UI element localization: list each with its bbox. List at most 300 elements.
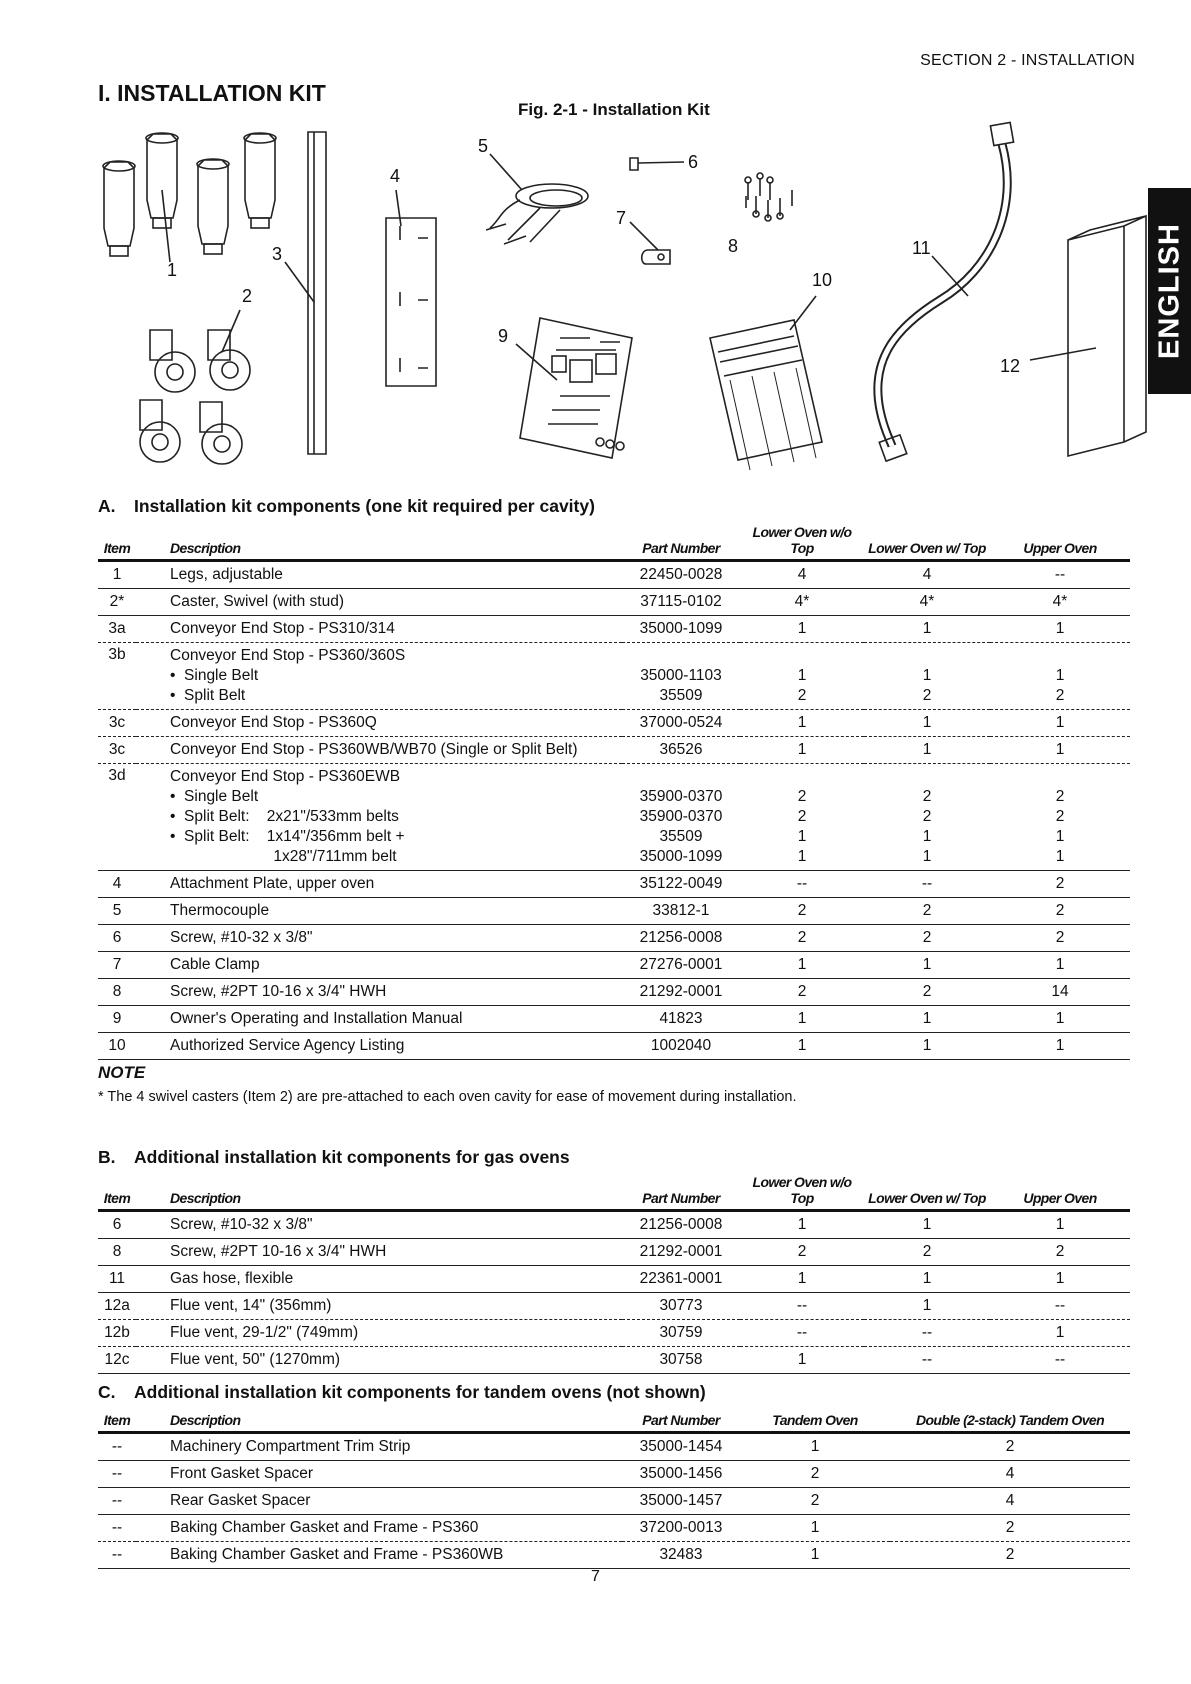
- installation-kit-illustration: [0, 0, 1191, 470]
- col-part-number: Part Number: [622, 1174, 740, 1211]
- col-part-number: Part Number: [622, 524, 740, 561]
- cell-line: Screw, #2PT 10-16 x 3/4" HWH: [170, 1243, 387, 1260]
- cell-line: 21256-0008: [639, 1216, 723, 1233]
- table-row: [98, 1488, 1130, 1515]
- flue-vent-drawing: [1068, 216, 1146, 456]
- swivel-casters-drawing: [140, 330, 250, 464]
- cell-line: 2: [1005, 1519, 1015, 1536]
- cell-item: 3c: [98, 710, 136, 737]
- cell-desc: [136, 616, 622, 643]
- col-lower-w-top: Lower Oven w/ Top: [864, 1174, 990, 1211]
- col-double-tandem: Double (2-stack) Tandem Oven: [890, 1408, 1130, 1433]
- cell-part: [622, 1033, 740, 1060]
- cell-part: [622, 1266, 740, 1293]
- cell-q1: [740, 616, 864, 643]
- cell-part: [622, 1433, 740, 1461]
- table-row: [98, 1515, 1130, 1542]
- col-upper: Upper Oven: [990, 524, 1130, 561]
- cell-line: 1: [797, 714, 807, 731]
- section-a-table: [98, 524, 1130, 1060]
- cell-desc: [136, 737, 622, 764]
- col-item: Item: [98, 1408, 136, 1433]
- cell-line: 35900-0370: [639, 788, 723, 805]
- cell-line: Attachment Plate, upper oven: [170, 875, 375, 892]
- table-row: [98, 710, 1130, 737]
- cell-item: 12c: [98, 1347, 136, 1374]
- cell-desc: [136, 979, 622, 1006]
- col-part-number: Part Number: [622, 1408, 740, 1433]
- cell-item: 12b: [98, 1320, 136, 1347]
- cell-line: 35000-1457: [639, 1492, 723, 1509]
- cell-line: 1: [922, 848, 932, 865]
- cell-part: [622, 764, 740, 871]
- cell-item: 5: [98, 898, 136, 925]
- page-number: 7: [591, 1568, 600, 1585]
- cell-line: 1: [1055, 741, 1065, 758]
- cell-line: Baking Chamber Gasket and Frame - PS360WB: [170, 1546, 504, 1563]
- cell-line: Screw, #2PT 10-16 x 3/4" HWH: [170, 983, 387, 1000]
- language-tab-label: ENGLISH: [1153, 223, 1185, 359]
- cell-desc: [136, 589, 622, 616]
- section-header: SECTION 2 - INSTALLATION: [920, 52, 1135, 69]
- cell-desc: [136, 1542, 622, 1569]
- cell-line: 4*: [1052, 593, 1068, 610]
- cell-line: 2: [797, 788, 807, 805]
- cell-q3: [990, 643, 1130, 710]
- gas-hose-drawing: [878, 122, 1014, 461]
- cell-q1: [740, 589, 864, 616]
- cell-item: --: [98, 1542, 136, 1569]
- cell-line: 1: [1055, 620, 1065, 637]
- cell-line: 2: [1055, 1243, 1065, 1260]
- cell-desc: [136, 1320, 622, 1347]
- cell-line: Legs, adjustable: [170, 566, 283, 583]
- cell-desc: [136, 1266, 622, 1293]
- cell-line: Cable Clamp: [170, 956, 260, 973]
- cell-q2: [864, 979, 990, 1006]
- cell-q3: [990, 1211, 1130, 1239]
- cell-line: Baking Chamber Gasket and Frame - PS360: [170, 1519, 479, 1536]
- cell-q2: [890, 1515, 1130, 1542]
- cell-line: 1: [922, 956, 932, 973]
- cell-line: Conveyor End Stop - PS360/360S: [170, 647, 406, 664]
- cell-part: [622, 561, 740, 589]
- cell-desc: [136, 925, 622, 952]
- col-item: Item: [98, 524, 136, 561]
- cell-line: 21292-0001: [639, 1243, 723, 1260]
- service-listing-drawing: [710, 320, 822, 470]
- cell-line: Owner's Operating and Installation Manual: [170, 1010, 463, 1027]
- note-text: * The 4 swivel casters (Item 2) are pre-attached to each oven cavity for ease of movement during installation.: [98, 1089, 797, 1105]
- cell-line: 2: [922, 902, 932, 919]
- table-row: [98, 643, 1130, 710]
- thermocouple-drawing: [486, 184, 588, 244]
- col-description: Description: [136, 1174, 622, 1211]
- cell-q2: [864, 589, 990, 616]
- cable-clamp-drawing: [642, 250, 670, 264]
- cell-line: 35000-1099: [639, 620, 723, 637]
- cell-part: [622, 1239, 740, 1266]
- cell-item: 12a: [98, 1293, 136, 1320]
- cell-desc: [136, 1211, 622, 1239]
- cell-line: Flue vent, 29-1/2" (749mm): [170, 1324, 359, 1341]
- cell-line: 2: [1005, 1438, 1015, 1455]
- table-row: [98, 1320, 1130, 1347]
- cell-line: 1: [1055, 1270, 1065, 1287]
- cell-q2: [890, 1433, 1130, 1461]
- cell-part: [622, 1320, 740, 1347]
- cell-line: 1x28"/711mm belt: [170, 848, 397, 865]
- cell-line: 1: [797, 1037, 807, 1054]
- cell-q2: [864, 616, 990, 643]
- cell-line: 37000-0524: [639, 714, 723, 731]
- cell-line: 30759: [659, 1324, 703, 1341]
- cell-desc: [136, 1006, 622, 1033]
- screw-drawing: [630, 158, 638, 170]
- cell-line: 2: [922, 788, 932, 805]
- cell-item: 3c: [98, 737, 136, 764]
- cell-part: [622, 1542, 740, 1569]
- cell-item: 9: [98, 1006, 136, 1033]
- cell-q1: [740, 1542, 890, 1569]
- cell-line: • Single Belt: [170, 788, 259, 805]
- cell-q1: [740, 1266, 864, 1293]
- table-row: [98, 1266, 1130, 1293]
- cell-line: Gas hose, flexible: [170, 1270, 294, 1287]
- cell-line: 4*: [794, 593, 810, 610]
- table-row: [98, 871, 1130, 898]
- cell-part: [622, 710, 740, 737]
- figure-title: Fig. 2-1 - Installation Kit: [518, 100, 710, 119]
- cell-q1: [740, 1433, 890, 1461]
- cell-line: --: [921, 875, 933, 892]
- cell-desc: [136, 1488, 622, 1515]
- cell-q1: [740, 1320, 864, 1347]
- cell-line: 1: [1055, 1216, 1065, 1233]
- cell-line: 1: [797, 1010, 807, 1027]
- cell-item: 1: [98, 561, 136, 589]
- cell-line: 1: [797, 848, 807, 865]
- cell-line: 2: [922, 808, 932, 825]
- cell-line: 2: [797, 929, 807, 946]
- cell-line: Flue vent, 14" (356mm): [170, 1297, 332, 1314]
- cell-line: 1: [922, 1270, 932, 1287]
- cell-line: 21292-0001: [639, 983, 723, 1000]
- callout-11: 11: [912, 238, 931, 258]
- cell-line: 21256-0008: [639, 929, 723, 946]
- table-row: [98, 1239, 1130, 1266]
- cell-q2: [864, 1033, 990, 1060]
- cell-line: 1: [922, 1037, 932, 1054]
- cell-item: 8: [98, 979, 136, 1006]
- cell-q3: [990, 1006, 1130, 1033]
- cell-q3: [990, 1239, 1130, 1266]
- cell-q2: [864, 898, 990, 925]
- cell-desc: [136, 561, 622, 589]
- cell-line: 1: [1055, 828, 1065, 845]
- cell-line: [740, 767, 864, 787]
- cell-line: --: [796, 1297, 808, 1314]
- cell-q1: [740, 1033, 864, 1060]
- cell-line: 1: [810, 1438, 820, 1455]
- cell-line: 2: [797, 983, 807, 1000]
- cell-line: 1: [922, 1216, 932, 1233]
- col-lower-wo-top: Lower Oven w/o Top: [740, 524, 864, 561]
- cell-item: 3b: [98, 643, 136, 710]
- cell-q3: [990, 561, 1130, 589]
- cell-q1: [740, 979, 864, 1006]
- cell-desc: [136, 710, 622, 737]
- cell-q1: [740, 952, 864, 979]
- cell-q3: [990, 1293, 1130, 1320]
- cell-line: 35900-0370: [639, 808, 723, 825]
- cell-line: 22450-0028: [639, 566, 723, 583]
- cell-q1: [740, 643, 864, 710]
- cell-line: • Split Belt: 2x21"/533mm belts: [170, 808, 399, 825]
- cell-q1: [740, 1461, 890, 1488]
- cell-q3: [990, 1347, 1130, 1374]
- cell-line: 1: [797, 620, 807, 637]
- cell-desc: [136, 643, 622, 710]
- cell-q1: [740, 1515, 890, 1542]
- cell-line: 1: [922, 1297, 932, 1314]
- table-row: [98, 1461, 1130, 1488]
- cell-line: 1: [1055, 1324, 1065, 1341]
- cell-line: 4: [1005, 1465, 1015, 1482]
- table-row: [98, 1347, 1130, 1374]
- cell-line: 1: [797, 828, 807, 845]
- cell-line: 2: [810, 1465, 820, 1482]
- cell-q3: [990, 925, 1130, 952]
- cell-q2: [864, 952, 990, 979]
- cell-line: 1: [797, 1216, 807, 1233]
- cell-line: 2: [922, 1243, 932, 1260]
- cell-q2: [864, 1320, 990, 1347]
- table-row: [98, 764, 1130, 871]
- cell-part: [622, 898, 740, 925]
- cell-part: [622, 871, 740, 898]
- cell-part: [622, 1006, 740, 1033]
- cell-line: --: [796, 1324, 808, 1341]
- col-item: Item: [98, 1174, 136, 1211]
- cell-q1: [740, 1239, 864, 1266]
- cell-line: • Split Belt: [170, 687, 246, 704]
- section-b-title: B. Additional installation kit components for gas ovens: [98, 1147, 570, 1167]
- cell-line: 2: [1055, 929, 1065, 946]
- cell-line: 4*: [919, 593, 935, 610]
- cell-q1: [740, 1488, 890, 1515]
- cell-q1: [740, 561, 864, 589]
- cell-q3: [990, 979, 1130, 1006]
- cell-line: 27276-0001: [639, 956, 723, 973]
- table-row: [98, 979, 1130, 1006]
- cell-part: [622, 1461, 740, 1488]
- cell-item: --: [98, 1488, 136, 1515]
- cell-line: 2: [1055, 875, 1065, 892]
- cell-line: 1: [797, 956, 807, 973]
- cell-item: --: [98, 1515, 136, 1542]
- cell-q3: [990, 1033, 1130, 1060]
- cell-line: Machinery Compartment Trim Strip: [170, 1438, 411, 1455]
- cell-line: --: [921, 1324, 933, 1341]
- table-row: [98, 1293, 1130, 1320]
- cell-line: 35000-1456: [639, 1465, 723, 1482]
- cell-item: 7: [98, 952, 136, 979]
- cell-line: 35000-1103: [640, 667, 722, 684]
- col-lower-w-top: Lower Oven w/ Top: [864, 524, 990, 561]
- cell-line: 1: [922, 620, 932, 637]
- cell-line: Rear Gasket Spacer: [170, 1492, 311, 1509]
- cell-line: 1: [1055, 667, 1065, 684]
- callout-3: 3: [272, 244, 283, 264]
- cell-line: Conveyor End Stop - PS310/314: [170, 620, 395, 637]
- callout-8: 8: [728, 236, 739, 256]
- cell-q2: [864, 643, 990, 710]
- cell-line: 2: [797, 687, 807, 704]
- cell-line: Screw, #10-32 x 3/8": [170, 929, 313, 946]
- cell-q2: [864, 1006, 990, 1033]
- callout-4: 4: [390, 166, 401, 186]
- cell-line: 1: [1055, 714, 1065, 731]
- cell-q2: [864, 710, 990, 737]
- cell-item: 3d: [98, 764, 136, 871]
- cell-line: Conveyor End Stop - PS360EWB: [170, 768, 401, 785]
- cell-part: [622, 1211, 740, 1239]
- cell-line: 14: [1051, 983, 1069, 1000]
- cell-line: 1: [922, 714, 932, 731]
- cell-line: 30773: [659, 1297, 703, 1314]
- cell-line: 30758: [659, 1351, 703, 1368]
- cell-part: [622, 1515, 740, 1542]
- cell-desc: [136, 1033, 622, 1060]
- cell-line: [990, 767, 1130, 787]
- col-description: Description: [136, 1408, 622, 1433]
- cell-line: 1: [810, 1546, 820, 1563]
- cell-desc: [136, 898, 622, 925]
- cell-line: 1: [810, 1519, 820, 1536]
- cell-item: --: [98, 1461, 136, 1488]
- cell-line: 35509: [659, 687, 703, 704]
- cell-line: 1002040: [650, 1037, 712, 1054]
- cell-q3: [990, 764, 1130, 871]
- cell-desc: [136, 1293, 622, 1320]
- cell-item: 6: [98, 925, 136, 952]
- cell-line: 1: [797, 741, 807, 758]
- table-row: [98, 1433, 1130, 1461]
- cell-line: 35000-1099: [639, 848, 723, 865]
- callout-12: 12: [1000, 356, 1021, 376]
- cell-line: [622, 767, 740, 787]
- cell-item: 11: [98, 1266, 136, 1293]
- cell-desc: [136, 1461, 622, 1488]
- cell-q3: [990, 1320, 1130, 1347]
- cell-item: 4: [98, 871, 136, 898]
- cell-q1: [740, 871, 864, 898]
- table-row: [98, 737, 1130, 764]
- cell-part: [622, 616, 740, 643]
- cell-line: 37200-0013: [639, 1519, 723, 1536]
- cell-line: [622, 646, 740, 666]
- cell-q1: [740, 1006, 864, 1033]
- cell-line: 1: [797, 1270, 807, 1287]
- owners-manual-drawing: [520, 318, 632, 458]
- cell-line: 2: [922, 929, 932, 946]
- cell-line: 4: [797, 566, 807, 583]
- cell-q2: [864, 737, 990, 764]
- section-c-table: [98, 1408, 1130, 1569]
- cell-q3: [990, 710, 1130, 737]
- section-a-title: A. Installation kit components (one kit required per cavity): [98, 496, 595, 516]
- callout-2: 2: [242, 286, 253, 306]
- cell-line: 36526: [659, 741, 703, 758]
- cell-q2: [864, 871, 990, 898]
- cell-q3: [990, 589, 1130, 616]
- cell-desc: [136, 1515, 622, 1542]
- callout-6: 6: [688, 152, 699, 172]
- cell-line: Flue vent, 50" (1270mm): [170, 1351, 341, 1368]
- cell-line: Authorized Service Agency Listing: [170, 1037, 405, 1054]
- cell-part: [622, 1293, 740, 1320]
- cell-line: 1: [922, 828, 932, 845]
- cell-part: [622, 1488, 740, 1515]
- callout-9: 9: [498, 326, 509, 346]
- col-lower-wo-top: Lower Oven w/o Top: [740, 1174, 864, 1211]
- cell-line: 2: [1005, 1546, 1015, 1563]
- cell-line: 37115-0102: [640, 593, 722, 610]
- end-stop-strip-drawing: [308, 132, 326, 454]
- cell-line: 1: [1055, 848, 1065, 865]
- cell-line: 22361-0001: [639, 1270, 723, 1287]
- cell-line: Front Gasket Spacer: [170, 1465, 314, 1482]
- cell-line: 4: [922, 566, 932, 583]
- cell-q2: [864, 764, 990, 871]
- cell-q2: [864, 561, 990, 589]
- cell-line: 2: [1055, 788, 1065, 805]
- cell-q2: [864, 1266, 990, 1293]
- cell-q3: [990, 737, 1130, 764]
- cell-desc: [136, 1433, 622, 1461]
- cell-line: 1: [922, 741, 932, 758]
- cell-part: [622, 925, 740, 952]
- cell-line: 35000-1454: [639, 1438, 723, 1455]
- cell-q3: [990, 1266, 1130, 1293]
- callout-10: 10: [812, 270, 833, 290]
- cell-line: 33812-1: [652, 902, 710, 919]
- callout-7: 7: [616, 208, 627, 228]
- cell-item: 2*: [98, 589, 136, 616]
- cell-part: [622, 1347, 740, 1374]
- table-row: [98, 589, 1130, 616]
- col-description: Description: [136, 524, 622, 561]
- table-row: [98, 952, 1130, 979]
- cell-q1: [740, 898, 864, 925]
- table-row: [98, 1542, 1130, 1569]
- cell-item: 6: [98, 1211, 136, 1239]
- cell-line: Caster, Swivel (with stud): [170, 593, 344, 610]
- section-b-table: [98, 1174, 1130, 1374]
- cell-q2: [864, 1293, 990, 1320]
- cell-line: --: [1054, 1351, 1066, 1368]
- cell-line: 2: [1055, 687, 1065, 704]
- cell-q2: [890, 1461, 1130, 1488]
- cell-line: 2: [1055, 902, 1065, 919]
- cell-q1: [740, 737, 864, 764]
- cell-desc: [136, 1239, 622, 1266]
- cell-line: 2: [1055, 808, 1065, 825]
- cell-line: 2: [797, 902, 807, 919]
- adjustable-legs-drawing: [103, 133, 276, 256]
- cell-q3: [990, 616, 1130, 643]
